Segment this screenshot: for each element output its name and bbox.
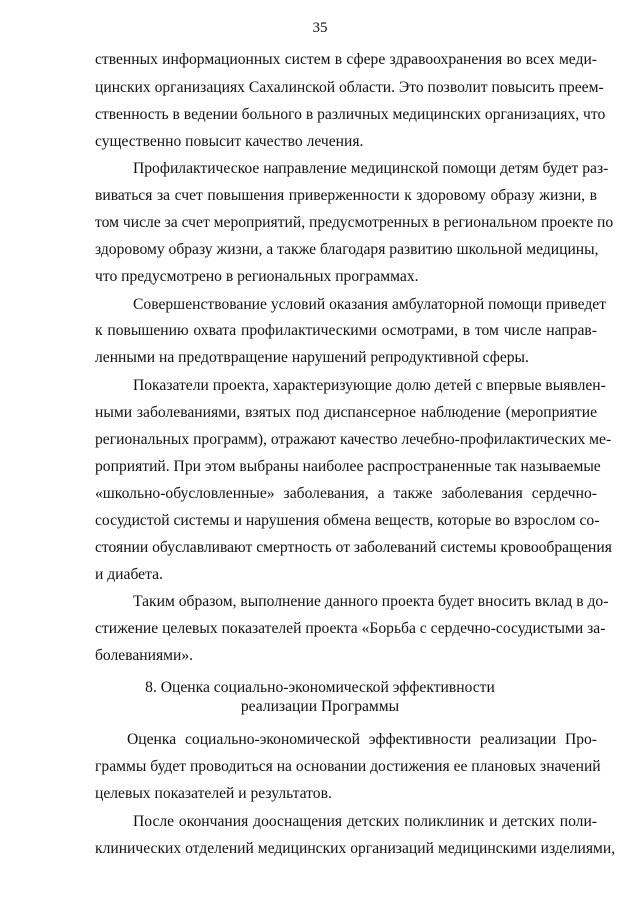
- text-line: ственных информационных систем в сфере здравоохранения во всех меди-: [95, 51, 597, 68]
- text-line: Таким образом, выполнение данного проекта будет вносить вклад в до-: [133, 593, 609, 610]
- text-line: здоровому образу жизни, а также благодаря развитию школьной медицины,: [95, 241, 599, 258]
- text-line: клинических отделений медицинских организаций медицинскими изделиями,: [95, 840, 616, 857]
- text-line: роприятий. При этом выбраны наиболее распространенные так называемые: [95, 458, 601, 475]
- text-line: цинских организациях Сахалинской области. Это позволит повысить преем-: [95, 79, 604, 96]
- text-line: что предусмотрено в региональных программах.: [95, 268, 419, 285]
- text-line: ленными на предотвращение нарушений репродуктивной сферы.: [95, 349, 529, 366]
- text-line: Профилактическое направление медицинской помощи детям будет раз-: [133, 160, 609, 177]
- section-heading-line-1: 8. Оценка социально-экономической эффективности: [145, 679, 495, 696]
- text-line: и диабета.: [95, 566, 163, 583]
- text-line: стоянии обуславливают смертность от заболеваний системы кровообращения: [95, 539, 612, 556]
- text-line: к повышению охвата профилактическими осмотрами, в том числе направ-: [95, 322, 597, 339]
- text-line: болеваниями».: [95, 647, 194, 664]
- text-line: том числе за счет мероприятий, предусмотренных в региональном проекте по: [95, 214, 614, 231]
- text-line: граммы будет проводиться на основании достижения ее плановых значений: [95, 758, 601, 775]
- text-line: Оценка социально-экономической эффективности реализации Про-: [127, 731, 597, 748]
- text-line: целевых показателей и результатов.: [95, 785, 332, 802]
- text-line: Показатели проекта, характеризующие долю детей с впервые выявлен-: [133, 377, 606, 394]
- text-line: ственность в ведении больного в различных медицинских организациях, что: [95, 106, 606, 123]
- text-line: региональных программ), отражают качество лечебно-профилактических ме-: [95, 431, 612, 448]
- text-line: стижение целевых показателей проекта «Борьба с сердечно-сосудистыми за-: [95, 620, 606, 637]
- text-line: сосудистой системы и нарушения обмена веществ, которые во взрослом со-: [95, 512, 600, 529]
- text-line: «школьно-обусловленные» заболевания, а также заболевания сердечно-: [95, 485, 597, 502]
- text-line: существенно повысит качество лечения.: [95, 133, 364, 150]
- text-line: Совершенствование условий оказания амбулаторной помощи приведет: [133, 296, 607, 313]
- text-line: После окончания дооснащения детских поликлиник и детских поли-: [133, 813, 597, 830]
- page-number: 35: [312, 20, 328, 36]
- text-line: ными заболеваниями, взятых под диспансерное наблюдение (мероприятие: [95, 404, 597, 421]
- section-heading-line-2: реализации Программы: [240, 698, 400, 715]
- text-line: виваться за счет повышения приверженности к здоровому образу жизни, в: [95, 187, 597, 204]
